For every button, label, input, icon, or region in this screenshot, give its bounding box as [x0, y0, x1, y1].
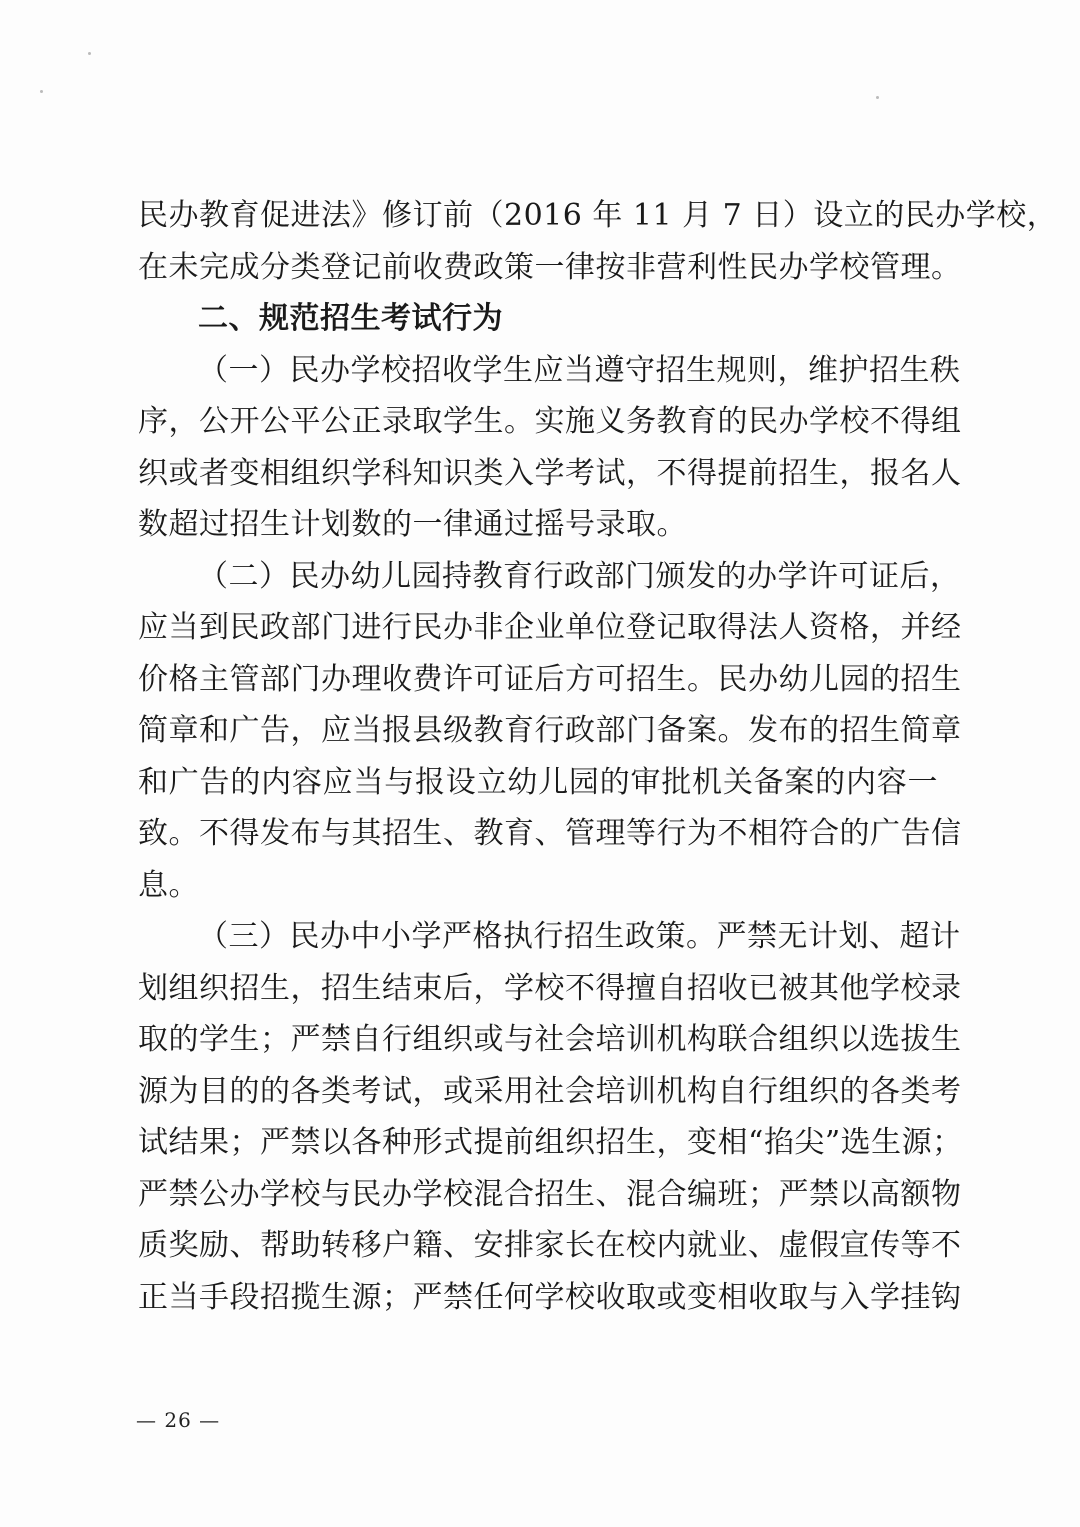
- text-line: 数超过招生计划数的一律通过摇号录取。: [138, 507, 687, 542]
- text-line: 质奖励、帮助转移户籍、安排家长在校内就业、虚假宣传等不: [138, 1228, 962, 1263]
- scan-speck: [88, 52, 91, 55]
- text-line: 简章和广告，应当报县级教育行政部门备案。发布的招生简章: [138, 713, 962, 748]
- text-line: 民办教育促进法》修订前（2016 年 11 月 7 日）设立的民办学校，: [138, 198, 1058, 233]
- text-line: 源为目的的各类考试，或采用社会培训机构自行组织的各类考: [138, 1073, 962, 1109]
- text-line: 应当到民政部门进行民办非企业单位登记取得法人资格，并经: [138, 610, 962, 645]
- text-line: 致。不得发布与其招生、教育、管理等行为不相符合的广告信: [138, 816, 962, 851]
- scan-speck: [876, 96, 879, 99]
- text-line: 和广告的内容应当与报设立幼儿园的审批机关备案的内容一: [138, 764, 938, 800]
- text-line: 织或者变相组织学科知识类入学考试，不得提前招生，报名人: [138, 455, 962, 491]
- text-line: 试结果；严禁以各种形式提前组织招生，变相“掐尖”选生源；: [138, 1125, 963, 1160]
- text-line: 划组织招生，招生结束后，学校不得擅自招收已被其他学校录: [138, 970, 962, 1006]
- section-heading: 二、规范招生考试行为: [198, 301, 503, 336]
- paragraph-start-line: （三）民办中小学严格执行招生政策。严禁无计划、超计: [198, 919, 961, 954]
- scan-speck: [40, 90, 43, 93]
- text-line: 取的学生；严禁自行组织或与社会培训机构联合组织以选拔生: [138, 1022, 962, 1057]
- text-line: 严禁公办学校与民办学校混合招生、混合编班；严禁以高额物: [138, 1176, 962, 1212]
- document-body: [138, 190, 1058, 1323]
- paragraph-start-line: （一）民办学校招收学生应当遵守招生规则，维护招生秩: [198, 352, 961, 388]
- paragraph-start-line: （二）民办幼儿园持教育行政部门颁发的办学许可证后，: [198, 558, 961, 594]
- page-number: — 26 —: [136, 1408, 221, 1432]
- text-line: 价格主管部门办理收费许可证后方可招生。民办幼儿园的招生: [138, 661, 962, 697]
- text-line: 序，公开公平公正录取学生。实施义务教育的民办学校不得组: [138, 404, 962, 439]
- text-line: 息。: [138, 867, 199, 903]
- text-line: 正当手段招揽生源；严禁任何学校收取或变相收取与入学挂钩: [138, 1279, 962, 1315]
- text-line: 在未完成分类登记前收费政策一律按非营利性民办学校管理。: [138, 249, 962, 285]
